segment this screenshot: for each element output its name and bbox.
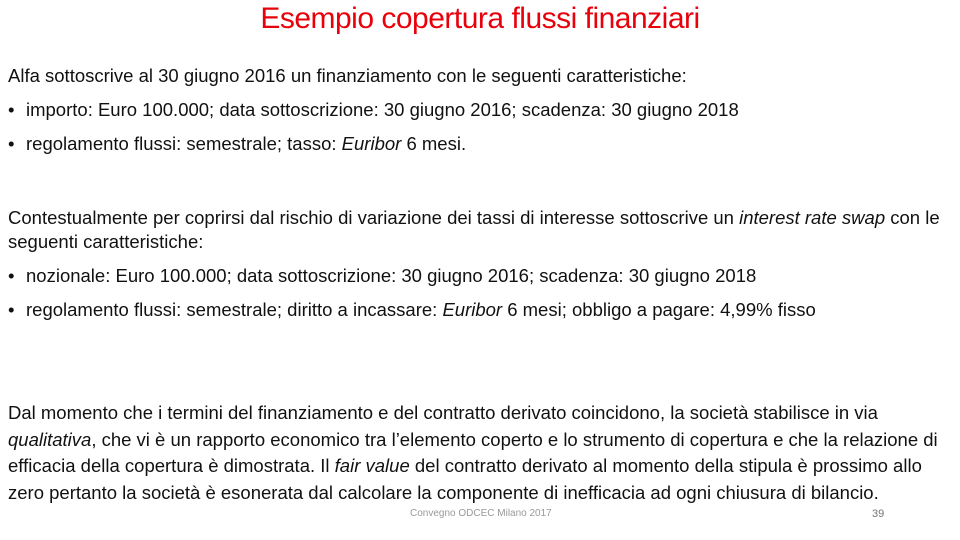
swap-bullet-settlement: • regolamento flussi: semestrale; diritto a incassare: Euribor 6 mesi; obbligo a pagare: 4,99% fisso — [8, 298, 956, 322]
conclusion-text: Dal momento che i termini del finanziamento e del contratto derivato coincidono, la società stabilisce in via qualitativa, che vi è un rapporto economico tra l’elemento coperto e lo strumento di copertura e che la relazione di efficacia della copertura è dimostrata. Il fair value del contratto derivato al momento della stipula è prossimo allo zero pertanto la società è esonerata dal calcolare la componente di inefficacia ad ogni chiusura di bilancio. — [8, 402, 938, 503]
loan-intro: Alfa sottoscrive al 30 giugno 2016 un finanziamento con le seguenti caratteristiche: — [8, 65, 687, 86]
swap-section — [8, 206, 956, 322]
conclusion-section — [8, 400, 956, 506]
swap-intro: Contestualmente per coprirsi dal rischio di variazione dei tassi di interesse sottoscrive un interest rate swap con le seguenti caratteristiche: — [8, 207, 940, 252]
loan-bullet-amount: • importo: Euro 100.000; data sottoscrizione: 30 giugno 2016; scadenza: 30 giugno 2018 — [8, 98, 956, 122]
loan-section — [8, 64, 956, 156]
page-number: 39 — [872, 508, 885, 520]
loan-bullet-settlement: • regolamento flussi: semestrale; tasso: Euribor 6 mesi. — [8, 132, 956, 156]
swap-bullet-notional: • nozionale: Euro 100.000; data sottoscrizione: 30 giugno 2016; scadenza: 30 giugno 2018 — [8, 264, 956, 288]
footer-text: Convegno ODCEC Milano 2017 — [410, 508, 552, 519]
slide-title: Esempio copertura flussi finanziari — [260, 2, 700, 35]
